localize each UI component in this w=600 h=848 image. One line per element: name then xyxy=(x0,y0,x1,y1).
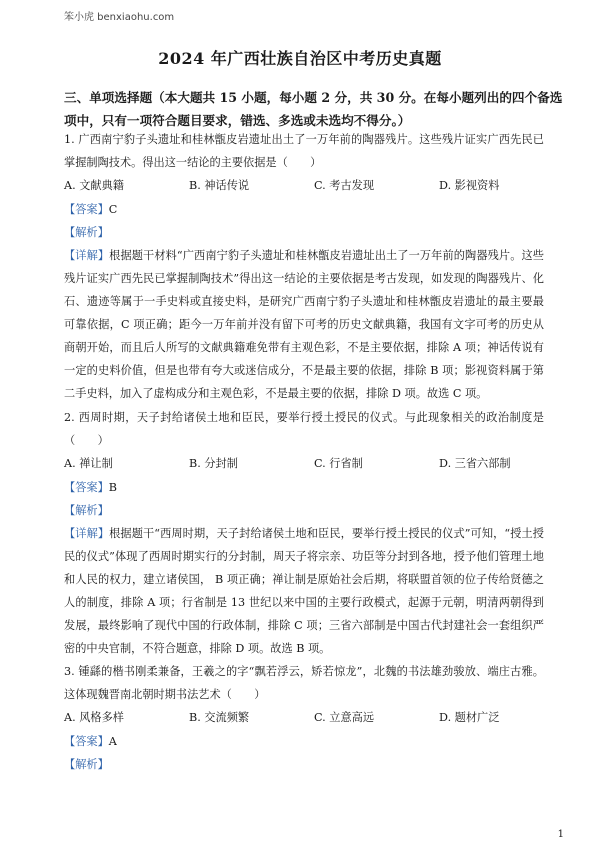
analysis-line xyxy=(64,753,544,776)
analysis-line xyxy=(64,499,544,522)
option-a: A. 风格多样 xyxy=(64,711,124,724)
answer-label: 【答案】 xyxy=(64,203,109,216)
option-d: D. 影视资料 xyxy=(439,179,500,192)
answer-label: 【答案】 xyxy=(64,481,109,494)
analysis-label: 【解析】 xyxy=(64,758,109,771)
detail-text: 根据题干“西周时期，天子封给诸侯土地和臣民，要举行授土授民的仪式”可知，“授土授民的仪式”体现了西周时期实行的分封制，周天子将宗亲、功臣等分封到各地，授予他们管理土地和人民的权力，建立诸侯国， B 项正确；禅让制是原始社会后期，将联盟首领的位子传给贤德之人的制度，排除 A 项；行省制是 13 世纪以来中国的主要行政模式，起源于元朝，明清两朝得到发展，最终影响了现代中国的行政体制，排除 C 项；三省六部制是中国古代封建社会一套组织严密的中央官制，不符合题意，排除 D 项。故选 B 项。 xyxy=(64,527,544,655)
option-list xyxy=(64,452,544,476)
option-c: C. 行省制 xyxy=(314,457,363,470)
question-stem: 2. 西周时期，天子封给诸侯土地和臣民，要举行授土授民的仪式。与此现象相关的政治制度是（ ） xyxy=(64,411,544,447)
option-b: B. 交流频繁 xyxy=(189,711,250,724)
detail-paragraph xyxy=(64,522,544,660)
answer-value: B xyxy=(108,481,117,494)
option-d: D. 题材广泛 xyxy=(439,711,500,724)
detail-label: 【详解】 xyxy=(64,249,110,262)
question-3 xyxy=(64,660,544,776)
option-c: C. 考古发现 xyxy=(314,179,375,192)
page-number: 1 xyxy=(557,829,564,840)
detail-text: 根据题干材料“广西南宁豹子头遗址和桂林甑皮岩遗址出土了一万年前的陶器残片。这些残片证实广西先民已掌握制陶技术”得出这一结论的主要依据是考古发现，如发现的陶器残片、化石、遗迹等属于一手史料或直接史料，是研究广西南宁豹子头遗址和桂林甑皮岩遗址的最主要最可靠依据，C 项正确；距今一万年前并没有留下可考的历史文献典籍，我国有文字可考的历史从商朝开始，而且后人所写的文献典籍难免带有主观色彩，不是主要依据，排除 A 项；神话传说有一定的史料价值，但是也带有夸大或迷信成分，不是最主要的依据，排除 B 项；影视资料属于第二手史料，加入了虚构成分和主观色彩，不是最主要的依据，排除 D 项。故选 C 项。 xyxy=(64,249,544,400)
question-2 xyxy=(64,406,544,660)
answer-line xyxy=(64,476,544,499)
answer-line xyxy=(64,730,544,753)
detail-label: 【详解】 xyxy=(64,527,110,540)
section-heading: 三、单项选择题（本大题共 15 小题，每小题 2 分，共 30 分。在每小题列出的四个备选项中，只有一项符合题目要求，错选、多选或未选均不得分。） xyxy=(64,90,563,128)
answer-value: A xyxy=(108,735,117,748)
option-d: D. 三省六部制 xyxy=(439,457,511,470)
answer-label: 【答案】 xyxy=(64,735,109,748)
analysis-line xyxy=(64,221,544,244)
option-c: C. 立意高远 xyxy=(314,711,375,724)
watermark: 笨小虎 benxiaohu.com xyxy=(64,12,175,23)
option-list xyxy=(64,706,544,730)
question-1 xyxy=(64,128,544,405)
analysis-label: 【解析】 xyxy=(64,226,109,239)
question-stem: 3. 锺繇的楷书刚柔兼备，王羲之的字“飘若浮云，矫若惊龙”，北魏的书法雄劲骏放、端庄古雅。这体现魏晋南北朝时期书法艺术（ ） xyxy=(64,665,544,701)
option-b: B. 分封制 xyxy=(189,457,238,470)
answer-line xyxy=(64,198,544,221)
option-b: B. 神话传说 xyxy=(189,179,250,192)
question-stem: 1. 广西南宁豹子头遗址和桂林甑皮岩遗址出土了一万年前的陶器残片。这些残片证实广西先民已掌握制陶技术。得出这一结论的主要依据是（ ） xyxy=(64,133,544,169)
questions-content xyxy=(64,128,544,776)
answer-value: C xyxy=(108,203,118,216)
detail-paragraph xyxy=(64,244,544,405)
option-a: A. 禅让制 xyxy=(64,457,113,470)
analysis-label: 【解析】 xyxy=(64,504,109,517)
page-title: 2024 年广西壮族自治区中考历史真题 xyxy=(158,49,442,68)
option-list xyxy=(64,174,544,198)
option-a: A. 文献典籍 xyxy=(64,179,124,192)
